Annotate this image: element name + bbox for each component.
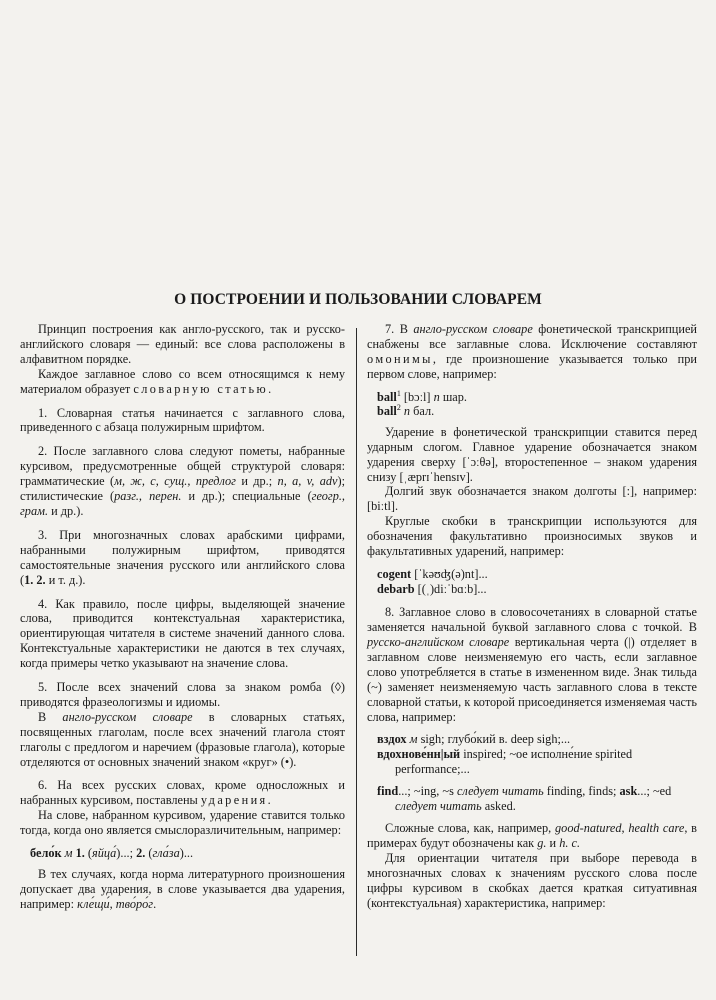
rule-7: 7. В англо-русском словаре фонетической транскрипцией снабжены все заглавные слова. Исключение составляют омонимы, где произношение указывается только при первом слове, например: [367, 322, 697, 381]
rule-orientation: Для ориентации читателя при выборе перевода в многозначных словах к значениям русского слова после цифры курсивом в скобках дается краткая ситуативная (контекстуальная) характеристика, например: [367, 851, 697, 910]
rule-7-brackets: Круглые скобки в транскрипции используются для обозначения факультативно произносимых звуков и факультативных ударений, например: [367, 514, 697, 559]
paragraph-intro: Принцип построения как англо-русского, так и русско-английского словаря — единый: все слова расположены в алфавитном порядке. [20, 322, 345, 366]
example-find: find...; ~ing, ~s следует читать finding, finds; ask...; ~ed следует читать asked. [377, 784, 672, 813]
rule-1: 1. Словарная статья начинается с заглавного слова, приведенного с абзаца полужирным шрифтом. [20, 405, 345, 435]
column-divider [356, 328, 357, 956]
entry-vdokhnovenny: вдохнове́нн|ый inspired; ~ое исполне́ние spirited performance;... [377, 747, 633, 776]
rule-8: 8. Заглавное слово в словосочетаниях в словарной статье заменяется начальной буквой заглавного слова с точкой. В русско-английском словаре вертикальная черта (|) отделяет в заглавном слове неизменяемую его часть, если заглавное слово употребляется в статье в измененном виде. Знак тильда (~) заменяет неизменяемую часть заглавного слова в тексте словарной статьи, к которой присоединяется изменяемая часть слова, например: [367, 605, 697, 724]
paragraph-article-def: Каждое заглавное слово со всем относящимся к нему материалом образует словарную статью. [20, 366, 345, 396]
entry-ball-1: ball$^1$ [bɔːl] n шар. [377, 388, 467, 404]
rule-5-verbs: В англо-русском словаре в словарных статьях, посвященных глаголам, после всех значений глагола стоят глаголы с предлогом и наречием (фразовые глагола), которые отделяются от основных значений знаком «круг» (•). [20, 709, 345, 769]
example-vzdokh [377, 732, 697, 776]
rule-7-length: Долгий звук обозначается знаком долготы [:], например: [biːtl]. [367, 484, 697, 514]
entry-debarb: debarb [(ˌ)diːˈbɑːb]... [377, 581, 487, 596]
example-belok: бело́к м 1. (яйца́)...; 2. (гла́за)... [30, 846, 194, 861]
rule-compound: Сложные слова, как, например, good-natured, health care, в примерах будут обозначены как g. и h. c. [367, 821, 697, 851]
rule-6: 6. На всех русских словах, кроме односложных и набранных курсивом, поставлены ударения. [20, 778, 345, 808]
right-column [367, 322, 697, 911]
rule-6-italic: На слове, набранном курсивом, ударение ставится только тогда, когда оно является смыслоразличительным, например: [20, 808, 345, 838]
entry-cogent: cogent [ˈkəʊʤ(ə)nt]... [377, 566, 488, 581]
example-ball [377, 390, 697, 419]
rule-5: 5. После всех значений слова за знаком ромба (◊) приводятся фразеологизмы и идиомы. [20, 680, 345, 709]
rule-6-double: В тех случаях, когда норма литературного произношения допускает два ударения, в слове указывается два ударения, например: кле́щи́, тво́ро́г. [20, 866, 345, 911]
rule-7-stress: Ударение в фонетической транскрипции ставится перед ударным слогом. Главное ударение обозначается знаком ударения сверху [ˈɔːθə], второстепенное – знаком ударения снизу [ˌæprɪˈhensɪv]. [367, 424, 697, 484]
rule-3: 3. При многозначных словах арабскими цифрами, набранными полужирным шрифтом, приводятся самостоятельные значения русского или английского слова (1. 2. и т. д.). [20, 527, 345, 587]
page-title: О ПОСТРОЕНИИ И ПОЛЬЗОВАНИИ СЛОВАРЕМ [174, 291, 542, 308]
example-cogent [377, 567, 697, 596]
left-column [20, 322, 345, 911]
entry-ball-2: ball$^2$ n бал. [377, 403, 435, 419]
rule-2: 2. После заглавного слова следуют пометы, набранные курсивом, предусмотренные общей структурой словаря: грамматические (м, ж, с, сущ., предлог и др.; n, a, v, adv); стилистические (разг., перен. и др.); специальные (геогр., грам. и др.). [20, 444, 346, 518]
rule-4: 4. Как правило, после цифры, выделяющей значение слова, приводится контекстуальная характеристика, ориентирующая читателя в системе значений данного слова. Контекстуальные характеристики не даются в тех случаях, когда примеры четко указывают на значение слова. [20, 596, 345, 671]
entry-vzdokh: вздох м sigh; глубо́кий в. deep sigh;... [377, 732, 571, 747]
